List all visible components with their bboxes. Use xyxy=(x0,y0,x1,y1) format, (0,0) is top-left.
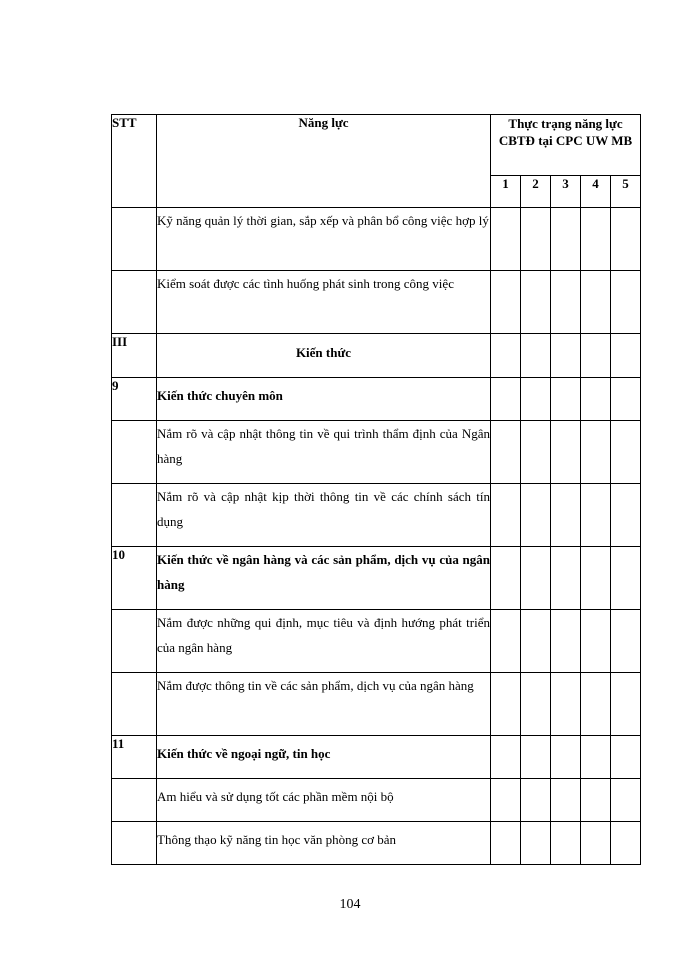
score-cell[interactable] xyxy=(581,779,611,822)
score-cell[interactable] xyxy=(491,421,521,484)
score-cell[interactable] xyxy=(521,736,551,779)
row-stt: 10 xyxy=(112,547,157,610)
score-cell[interactable] xyxy=(521,547,551,610)
header-stt: STT xyxy=(112,115,157,208)
score-cell[interactable] xyxy=(491,208,521,271)
score-cell[interactable] xyxy=(581,421,611,484)
score-cell[interactable] xyxy=(581,334,611,378)
section-title: Kiến thức xyxy=(157,334,491,378)
table-row xyxy=(112,673,641,736)
score-cell[interactable] xyxy=(581,484,611,547)
score-cell[interactable] xyxy=(521,378,551,421)
row-text: Nắm rõ và cập nhật thông tin về qui trình thẩm định của Ngân hàng xyxy=(157,421,491,484)
row-text: Nắm được những qui định, mục tiêu và định hướng phát triển của ngân hàng xyxy=(157,610,491,673)
score-cell[interactable] xyxy=(581,673,611,736)
header-score-1: 1 xyxy=(491,175,521,207)
score-cell[interactable] xyxy=(521,271,551,334)
score-cell[interactable] xyxy=(521,610,551,673)
score-cell[interactable] xyxy=(611,547,641,610)
score-cell[interactable] xyxy=(551,547,581,610)
group-title: Kiến thức về ngân hàng và các sản phẩm, dịch vụ của ngân hàng xyxy=(157,547,491,610)
row-stt: III xyxy=(112,334,157,378)
score-cell[interactable] xyxy=(581,736,611,779)
group-title: Kiến thức về ngoại ngữ, tin học xyxy=(157,736,491,779)
table-row xyxy=(112,822,641,865)
score-cell[interactable] xyxy=(611,271,641,334)
row-stt: 9 xyxy=(112,378,157,421)
score-cell[interactable] xyxy=(611,208,641,271)
row-text: Nắm rõ và cập nhật kịp thời thông tin về các chính sách tín dụng xyxy=(157,484,491,547)
row-text: Nắm được thông tin về các sản phẩm, dịch vụ của ngân hàng xyxy=(157,673,491,736)
header-row xyxy=(112,115,641,176)
row-stt xyxy=(112,271,157,334)
score-cell[interactable] xyxy=(581,208,611,271)
header-score-3: 3 xyxy=(551,175,581,207)
score-cell[interactable] xyxy=(521,673,551,736)
score-cell[interactable] xyxy=(521,779,551,822)
header-status-group: Thực trạng năng lực CBTĐ tại CPC UW MB xyxy=(491,115,641,176)
table-row xyxy=(112,779,641,822)
score-cell[interactable] xyxy=(491,822,521,865)
row-stt xyxy=(112,208,157,271)
score-cell[interactable] xyxy=(611,822,641,865)
score-cell[interactable] xyxy=(611,378,641,421)
score-cell[interactable] xyxy=(611,610,641,673)
score-cell[interactable] xyxy=(491,673,521,736)
header-name: Năng lực xyxy=(157,115,491,208)
row-stt xyxy=(112,484,157,547)
score-cell[interactable] xyxy=(491,736,521,779)
score-cell[interactable] xyxy=(611,484,641,547)
competency-table xyxy=(111,114,641,865)
row-stt xyxy=(112,673,157,736)
score-cell[interactable] xyxy=(491,378,521,421)
header-score-5: 5 xyxy=(611,175,641,207)
score-cell[interactable] xyxy=(491,547,521,610)
score-cell[interactable] xyxy=(491,484,521,547)
row-stt xyxy=(112,779,157,822)
score-cell[interactable] xyxy=(551,484,581,547)
header-score-2: 2 xyxy=(521,175,551,207)
group-title: Kiến thức chuyên môn xyxy=(157,378,491,421)
score-cell[interactable] xyxy=(491,610,521,673)
table-row xyxy=(112,610,641,673)
score-cell[interactable] xyxy=(551,736,581,779)
score-cell[interactable] xyxy=(521,822,551,865)
group-row xyxy=(112,378,641,421)
score-cell[interactable] xyxy=(611,673,641,736)
table-row xyxy=(112,484,641,547)
row-text: Am hiểu và sử dụng tốt các phần mềm nội bộ xyxy=(157,779,491,822)
score-cell[interactable] xyxy=(581,822,611,865)
score-cell[interactable] xyxy=(581,547,611,610)
score-cell[interactable] xyxy=(491,334,521,378)
table-row xyxy=(112,421,641,484)
score-cell[interactable] xyxy=(581,271,611,334)
score-cell[interactable] xyxy=(551,779,581,822)
score-cell[interactable] xyxy=(551,208,581,271)
score-cell[interactable] xyxy=(611,779,641,822)
score-cell[interactable] xyxy=(491,271,521,334)
group-row xyxy=(112,547,641,610)
score-cell[interactable] xyxy=(551,610,581,673)
score-cell[interactable] xyxy=(491,779,521,822)
score-cell[interactable] xyxy=(521,208,551,271)
score-cell[interactable] xyxy=(551,271,581,334)
score-cell[interactable] xyxy=(611,334,641,378)
row-stt: 11 xyxy=(112,736,157,779)
row-text: Kỹ năng quản lý thời gian, sắp xếp và phân bổ công việc hợp lý xyxy=(157,208,491,271)
score-cell[interactable] xyxy=(581,378,611,421)
score-cell[interactable] xyxy=(551,378,581,421)
score-cell[interactable] xyxy=(551,822,581,865)
row-stt xyxy=(112,822,157,865)
score-cell[interactable] xyxy=(521,484,551,547)
score-cell[interactable] xyxy=(551,421,581,484)
score-cell[interactable] xyxy=(551,673,581,736)
score-cell[interactable] xyxy=(551,334,581,378)
table-row xyxy=(112,271,641,334)
row-stt xyxy=(112,421,157,484)
score-cell[interactable] xyxy=(521,421,551,484)
header-score-4: 4 xyxy=(581,175,611,207)
table-row xyxy=(112,208,641,271)
score-cell[interactable] xyxy=(611,421,641,484)
score-cell[interactable] xyxy=(521,334,551,378)
row-stt xyxy=(112,610,157,673)
row-text: Kiểm soát được các tình huống phát sinh trong công việc xyxy=(157,271,491,334)
score-cell[interactable] xyxy=(581,610,611,673)
row-text: Thông thạo kỹ năng tin học văn phòng cơ bản xyxy=(157,822,491,865)
section-row xyxy=(112,334,641,378)
score-cell[interactable] xyxy=(611,736,641,779)
group-row xyxy=(112,736,641,779)
page-number: 104 xyxy=(339,897,361,912)
